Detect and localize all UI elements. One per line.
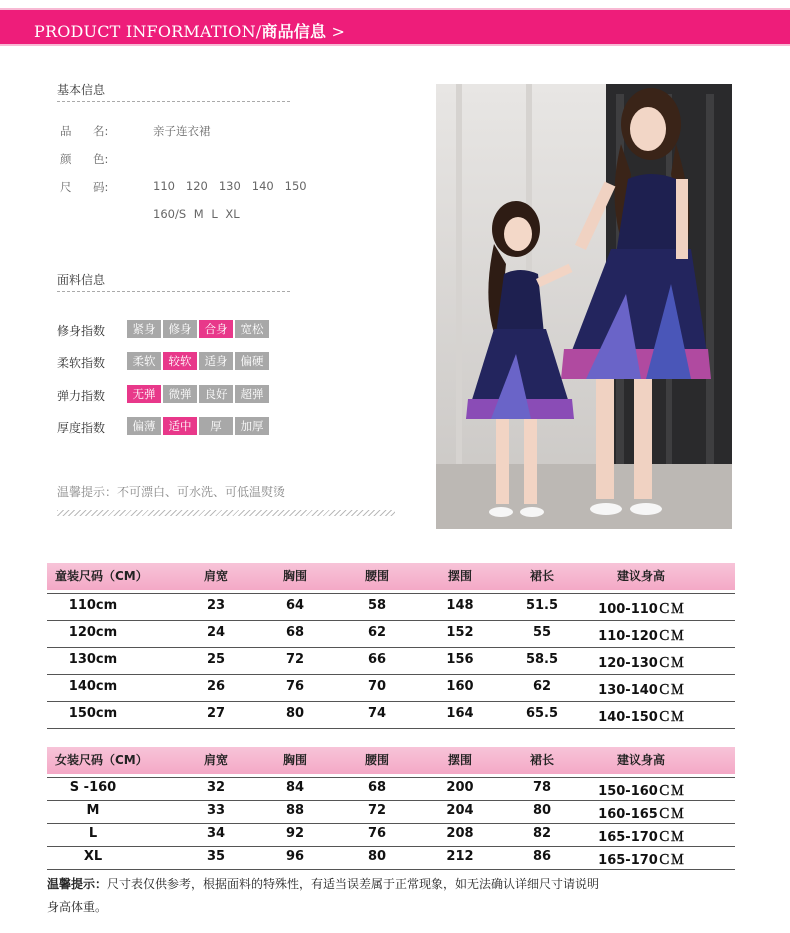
table-cell: 160 <box>446 679 474 694</box>
table-cell: 156 <box>446 652 474 667</box>
table-cell: 120-130ＣＭ <box>598 656 684 671</box>
info-key: 色: <box>93 152 109 166</box>
table-row <box>47 648 735 675</box>
note-label: 温馨提示： <box>47 877 108 891</box>
table-cell: 92 <box>285 826 305 841</box>
table-header-cell: 裙长 <box>529 753 554 767</box>
table-cell: 80 <box>367 849 387 864</box>
table-header-cell: 胸围 <box>282 569 307 583</box>
table-header <box>47 563 735 590</box>
table-cell: 160-165ＣＭ <box>598 807 684 822</box>
fabric-option: 柔软 <box>127 352 161 370</box>
fabric-option: 偏薄 <box>127 417 161 435</box>
table-cell: 130-140ＣＭ <box>598 683 684 698</box>
table-cell: 130cm <box>68 652 118 667</box>
table-cell: 82 <box>532 826 552 841</box>
table-cell: XL <box>83 849 103 864</box>
table-cell: 100-110ＣＭ <box>598 602 684 617</box>
fabric-info-divider <box>57 291 290 292</box>
table-row <box>47 824 735 847</box>
table-cell: 72 <box>285 652 305 667</box>
table-header-cell: 摆围 <box>447 569 472 583</box>
table-header-cell: 裙长 <box>529 569 554 583</box>
table-cell: 96 <box>285 849 305 864</box>
kids-size-table <box>47 563 735 729</box>
table-cell: 150-160ＣＭ <box>598 784 684 799</box>
table-header-cell: 肩宽 <box>203 753 228 767</box>
table-cell: 84 <box>285 780 305 795</box>
table-cell: 62 <box>367 625 387 640</box>
info-key: 名: <box>93 124 109 138</box>
fabric-option-selected: 较软 <box>163 352 197 370</box>
header-title-cn: 商品信息 <box>261 22 327 41</box>
table-cell: 68 <box>367 780 387 795</box>
table-row <box>47 675 735 702</box>
size-note <box>47 873 607 919</box>
table-cell: 150cm <box>68 706 118 721</box>
table-cell: 62 <box>532 679 552 694</box>
fabric-option: 宽松 <box>235 320 269 338</box>
table-header <box>47 747 735 774</box>
table-cell: 78 <box>532 780 552 795</box>
table-header-cell: 建议身高 <box>616 569 665 583</box>
table-cell: 86 <box>532 849 552 864</box>
table-cell: 35 <box>206 849 226 864</box>
info-value: 110 120 130 140 150 <box>153 179 307 193</box>
table-cell: 140cm <box>68 679 118 694</box>
fabric-index-options <box>127 385 269 403</box>
table-cell: 88 <box>285 803 305 818</box>
table-cell: 26 <box>206 679 226 694</box>
table-row <box>47 702 735 729</box>
table-cell: 165-170ＣＭ <box>598 830 684 845</box>
info-key: 品 <box>60 124 72 138</box>
fabric-option: 加厚 <box>235 417 269 435</box>
table-header-cell: 女装尺码（CM） <box>55 753 148 767</box>
photo-illustration <box>436 84 732 529</box>
table-header-cell: 肩宽 <box>203 569 228 583</box>
table-cell: 110-120ＣＭ <box>598 629 684 644</box>
table-row <box>47 778 735 801</box>
table-cell: 72 <box>367 803 387 818</box>
fabric-index-options <box>127 417 269 435</box>
table-cell: 200 <box>446 780 474 795</box>
table-cell: 76 <box>367 826 387 841</box>
table-header-cell: 腰围 <box>364 753 389 767</box>
header-title <box>34 19 345 42</box>
fabric-option-selected: 适中 <box>163 417 197 435</box>
table-row <box>47 594 735 621</box>
women-size-table <box>47 747 735 870</box>
basic-info-divider <box>57 101 290 102</box>
table-cell: S -160 <box>69 780 117 795</box>
fabric-index-label: 柔软指数 <box>57 356 106 370</box>
size-extra: 160/S M L XL <box>153 207 240 221</box>
fabric-option: 微弹 <box>163 385 197 403</box>
table-row <box>47 801 735 824</box>
table-cell: 68 <box>285 625 305 640</box>
table-cell: 80 <box>285 706 305 721</box>
table-header-cell: 腰围 <box>364 569 389 583</box>
fabric-info-title: 面料信息 <box>57 273 106 287</box>
table-cell: 110cm <box>68 598 118 613</box>
table-cell: 204 <box>446 803 474 818</box>
table-cell: 148 <box>446 598 474 613</box>
table-row <box>47 847 735 870</box>
product-info-header <box>0 8 790 46</box>
fabric-option-selected: 合身 <box>199 320 233 338</box>
table-cell: L <box>88 826 98 841</box>
table-cell: 25 <box>206 652 226 667</box>
fabric-option: 紧身 <box>127 320 161 338</box>
info-key: 码: <box>93 180 109 194</box>
fabric-option: 偏硬 <box>235 352 269 370</box>
table-cell: 58 <box>367 598 387 613</box>
table-cell: 164 <box>446 706 474 721</box>
table-cell: M <box>86 803 100 818</box>
table-cell: 58.5 <box>525 652 559 667</box>
info-value: 亲子连衣裙 <box>153 124 211 138</box>
table-cell: 51.5 <box>525 598 559 613</box>
fabric-option: 修身 <box>163 320 197 338</box>
info-key: 尺 <box>60 180 72 194</box>
fabric-index-options <box>127 352 269 370</box>
fabric-option: 超弹 <box>235 385 269 403</box>
wavy-divider <box>57 510 395 516</box>
table-cell: 76 <box>285 679 305 694</box>
table-cell: 34 <box>206 826 226 841</box>
basic-info-title: 基本信息 <box>57 83 106 97</box>
header-title-en: PRODUCT INFORMATION/ <box>34 22 262 41</box>
product-photo <box>436 84 732 529</box>
table-cell: 23 <box>206 598 226 613</box>
care-tip: 温馨提示：不可漂白、可水洗、可低温熨烫 <box>57 485 286 499</box>
table-header-cell: 胸围 <box>282 753 307 767</box>
table-cell: 70 <box>367 679 387 694</box>
table-cell: 80 <box>532 803 552 818</box>
table-header-cell: 摆围 <box>447 753 472 767</box>
chevron-right-icon: > <box>331 22 346 41</box>
table-cell: 66 <box>367 652 387 667</box>
table-cell: 140-150ＣＭ <box>598 710 684 725</box>
table-cell: 32 <box>206 780 226 795</box>
fabric-option: 适身 <box>199 352 233 370</box>
table-cell: 65.5 <box>525 706 559 721</box>
table-cell: 152 <box>446 625 474 640</box>
table-header-cell: 童装尺码（CM） <box>55 569 148 583</box>
table-cell: 120cm <box>68 625 118 640</box>
fabric-index-label: 厚度指数 <box>57 421 106 435</box>
table-cell: 24 <box>206 625 226 640</box>
fabric-index-options <box>127 320 269 338</box>
fabric-option-selected: 无弹 <box>127 385 161 403</box>
table-cell: 165-170ＣＭ <box>598 853 684 868</box>
table-header-cell: 建议身高 <box>616 753 665 767</box>
table-cell: 208 <box>446 826 474 841</box>
table-cell: 27 <box>206 706 226 721</box>
table-cell: 55 <box>532 625 552 640</box>
table-cell: 64 <box>285 598 305 613</box>
fabric-option: 厚 <box>199 417 233 435</box>
table-cell: 74 <box>367 706 387 721</box>
fabric-index-label: 修身指数 <box>57 324 106 338</box>
fabric-index-label: 弹力指数 <box>57 389 106 403</box>
table-cell: 212 <box>446 849 474 864</box>
info-key: 颜 <box>60 152 72 166</box>
table-row <box>47 621 735 648</box>
fabric-option: 良好 <box>199 385 233 403</box>
note-text: 尺寸表仅供参考，根据面料的特殊性，有适当误差属于正常现象，如无法确认详细尺寸请说明身高体重。 <box>47 877 600 914</box>
table-cell: 33 <box>206 803 226 818</box>
